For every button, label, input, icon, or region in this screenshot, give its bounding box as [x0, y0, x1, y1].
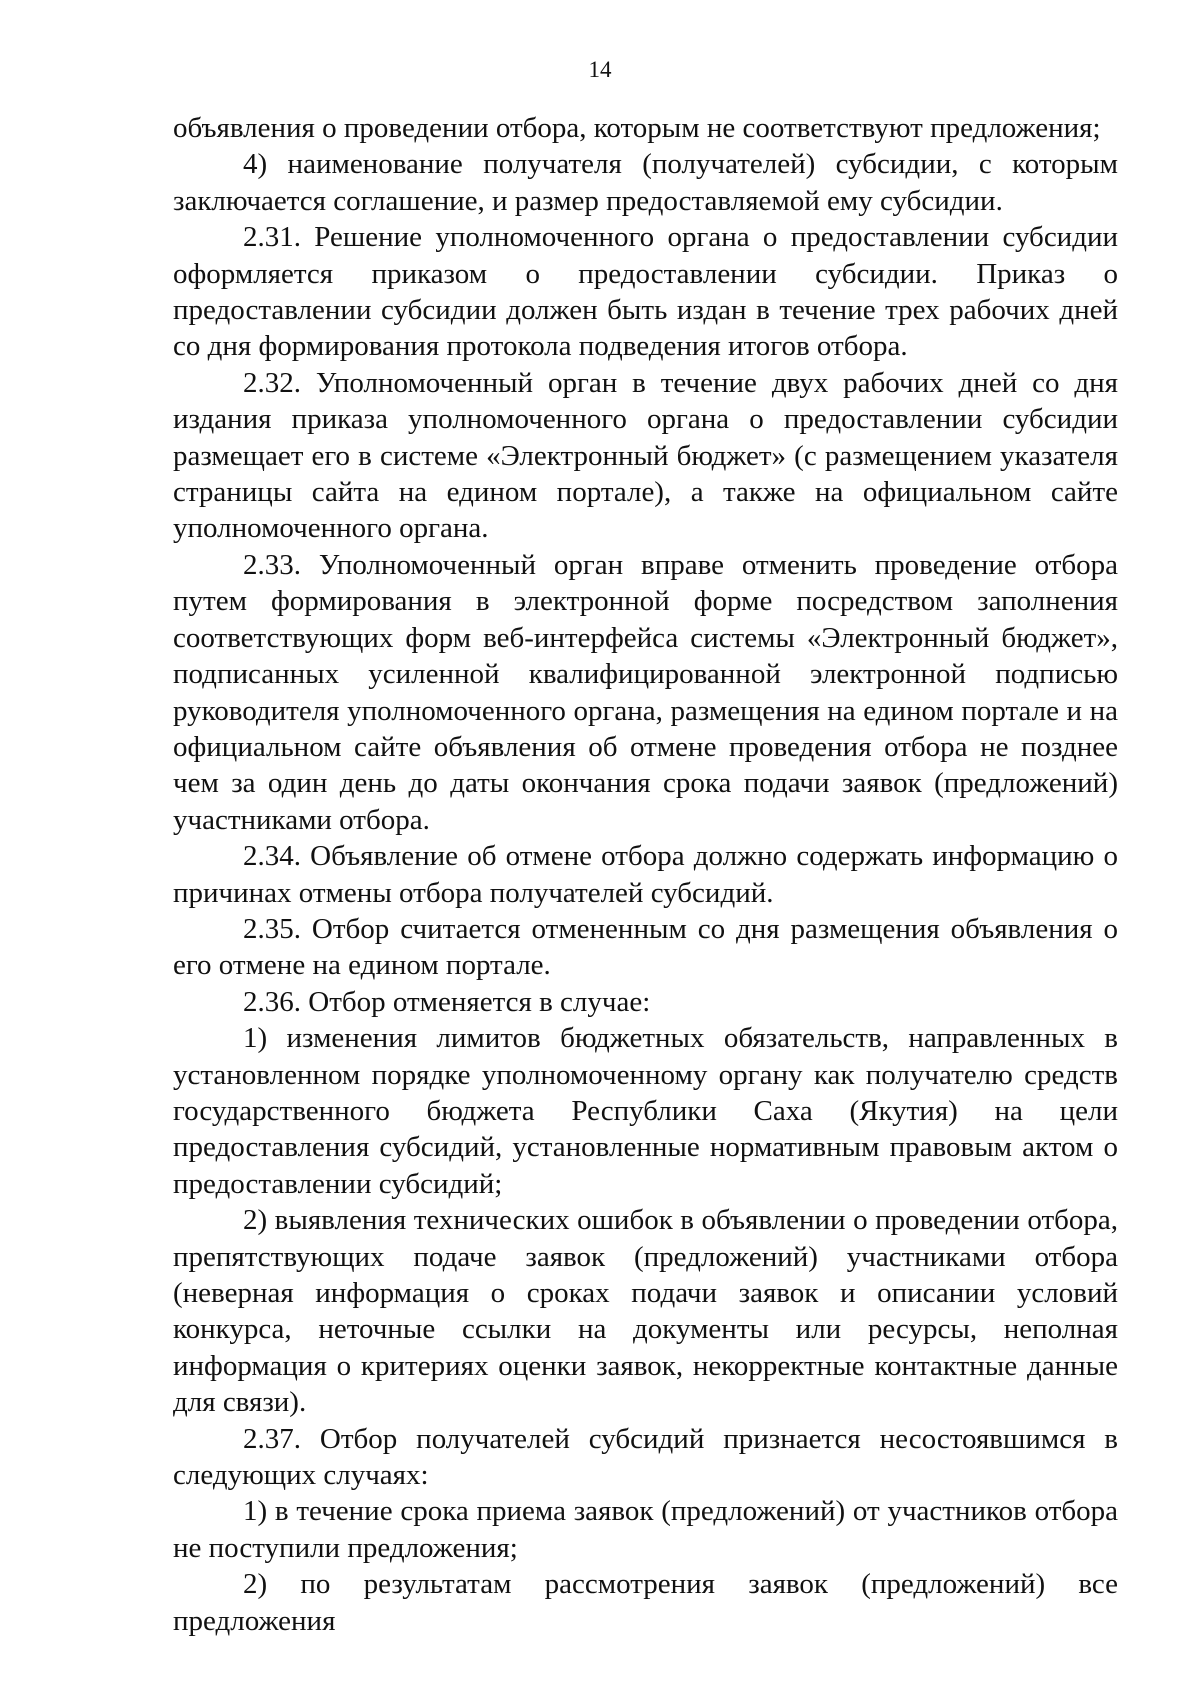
paragraph-2-37: 2.37. Отбор получателей субсидий признается несостоявшимся в следующих случаях:	[173, 1422, 1118, 1492]
paragraph-item-4: 4) наименование получателя (получателей) субсидии, с которым заключается соглашение, и размер предоставляемой ему субсидии.	[173, 148, 1118, 217]
paragraph-2-35: 2.35. Отбор считается отмененным со дня размещения объявления о его отмене на едином портале.	[173, 912, 1118, 982]
paragraph-2-37-item-1: 1) в течение срока приема заявок (предложений) от участников отбора не поступили предложения;	[173, 1495, 1118, 1564]
paragraph-2-33: 2.33. Уполномоченный орган вправе отменить проведение отбора путем формирования в электронной форме посредством заполнения соответствующих форм веб-интерфейса системы «Электронный бюджет», подписанных усиленной квалифицированной электронной подписью руководителя уполномоченного органа, размещения на едином портале и на официальном сайте объявления об отмене проведения отбора не позднее чем за один день до даты окончания срока подачи заявок (предложений) участниками отбора.	[173, 548, 1118, 836]
page-number: 14	[588, 57, 612, 82]
paragraph-2-36-item-2: 2) выявления технических ошибок в объявлении о проведении отбора, препятствующих подаче заявок (предложений) участниками отбора (неверная информация о сроках подачи заявок и описании условий конкурса, неточные ссылки на документы или ресурсы, неполная информация о критериях оценки заявок, некорректные контактные данные для связи).	[173, 1204, 1118, 1419]
paragraph-continuation: объявления о проведении отбора, которым не соответствуют предложения;	[173, 112, 1101, 144]
paragraph-2-32: 2.32. Уполномоченный орган в течение двух рабочих дней со дня издания приказа уполномоченного органа о предоставлении субсидии размещает его в системе «Электронный бюджет» (с размещением указателя страницы сайта на едином портале), а также на официальном сайте уполномоченного органа.	[173, 366, 1118, 545]
paragraph-2-36: 2.36. Отбор отменяется в случае:	[243, 985, 651, 1018]
paragraph-2-36-item-1: 1) изменения лимитов бюджетных обязательств, направленных в установленном порядке уполномоченному органу как получателю средств государственного бюджета Республики Саха (Якутия) на цели предоставления субсидий, установленные нормативным правовым актом о предоставлении субсидий;	[173, 1022, 1118, 1200]
document-body	[173, 110, 1118, 1639]
paragraph-2-34: 2.34. Объявление об отмене отбора должно содержать информацию о причинах отмены отбора получателей субсидий.	[173, 840, 1118, 909]
paragraph-2-31: 2.31. Решение уполномоченного органа о предоставлении субсидии оформляется приказом о предоставлении субсидии. Приказ о предоставлении субсидии должен быть издан в течение трех рабочих дней со дня формирования протокола подведения итогов отбора.	[173, 221, 1118, 363]
paragraph-2-37-item-2: 2) по результатам рассмотрения заявок (предложений) все предложения	[173, 1568, 1118, 1637]
